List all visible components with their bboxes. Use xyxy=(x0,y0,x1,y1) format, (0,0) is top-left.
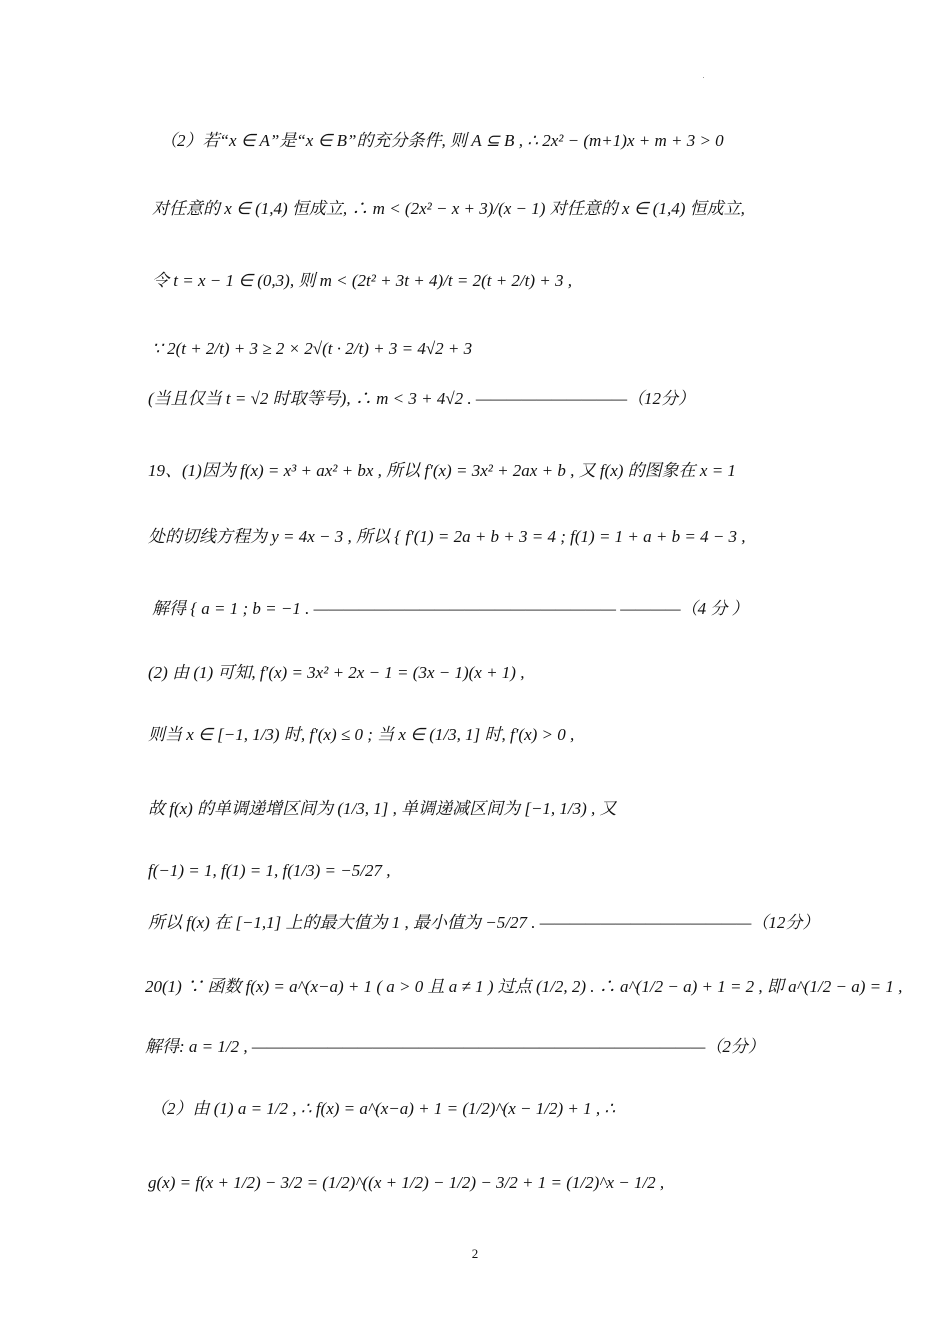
solution-line-19-2-sign: 则当 x ∈ [−1, 1/3) 时, f′(x) ≤ 0 ; 当 x ∈ (1/3, 1] 时, f′(x) > 0 , xyxy=(148,725,575,744)
solution-line-19-2-extrema: 所以 f(x) 在 [−1,1] 上的最大值为 1 , 最小值为 −5/27 . ——————————————（12分） xyxy=(148,913,820,932)
solution-line-19-2-values: f(−1) = 1, f(1) = 1, f(1/3) = −5/27 , xyxy=(148,861,391,880)
solution-line-20-1-point: 20(1) ∵ 函数 f(x) = a^(x−a) + 1 ( a > 0 且 a ≠ 1 ) 过点 (1/2, 2) . ∴ a^(1/2 − a) + 1 = 2 , 即 a^(1/2 − a) = 1 , xyxy=(145,977,903,996)
solution-line-18-2-conclusion: (当且仅当 t = √2 时取等号), ∴ m < 3 + 4√2 . ——————————（12分） xyxy=(148,389,696,408)
solution-line-18-2-inequality: ∵ 2(t + 2/t) + 3 ≥ 2 × 2√(t · 2/t) + 3 = 4√2 + 3 xyxy=(152,339,473,358)
solution-line-18-2-substitution: 令 t = x − 1 ∈ (0,3), 则 m < (2t² + 3t + 4)/t = 2(t + 2/t) + 3 , xyxy=(152,271,573,290)
corner-mark: · xyxy=(702,72,705,82)
solution-line-20-2-function: （2）由 (1) a = 1/2 , ∴ f(x) = a^(x−a) + 1 = (1/2)^(x − 1/2) + 1 , ∴ xyxy=(150,1099,616,1118)
solution-line-19-1-derivative: 19、(1)因为 f(x) = x³ + ax² + bx , 所以 f′(x) = 3x² + 2ax + b , 又 f(x) 的图象在 x = 1 xyxy=(148,461,736,480)
solution-line-18-2-range: 对任意的 x ∈ (1,4) 恒成立, ∴ m < (2x² − x + 3)/(x − 1) 对任意的 x ∈ (1,4) 恒成立, xyxy=(152,199,745,218)
page-number: 2 xyxy=(471,1246,479,1261)
solution-line-18-2-condition: （2）若“x ∈ A”是“x ∈ B”的充分条件, 则 A ⊆ B , ∴ 2x² − (m+1)x + m + 3 > 0 xyxy=(160,131,724,150)
solution-line-19-2-monotonic: 故 f(x) 的单调递增区间为 (1/3, 1] , 单调递减区间为 [−1, 1/3) , 又 xyxy=(148,799,617,818)
solution-line-19-1-result: 解得 { a = 1 ; b = −1 . ———————————————————— ————（4 分 ） xyxy=(152,599,749,618)
solution-line-20-1-result: 解得: a = 1/2 , ——————————————————————————————（2分） xyxy=(145,1037,765,1056)
solution-line-19-2-derivative: (2) 由 (1) 可知, f′(x) = 3x² + 2x − 1 = (3x − 1)(x + 1) , xyxy=(148,663,525,682)
solution-line-19-1-tangent: 处的切线方程为 y = 4x − 3 , 所以 { f′(1) = 2a + b + 3 = 4 ; f(1) = 1 + a + b = 4 − 3 , xyxy=(148,527,746,546)
solution-line-20-2-g: g(x) = f(x + 1/2) − 3/2 = (1/2)^((x + 1/2) − 1/2) − 3/2 + 1 = (1/2)^x − 1/2 , xyxy=(148,1173,665,1192)
